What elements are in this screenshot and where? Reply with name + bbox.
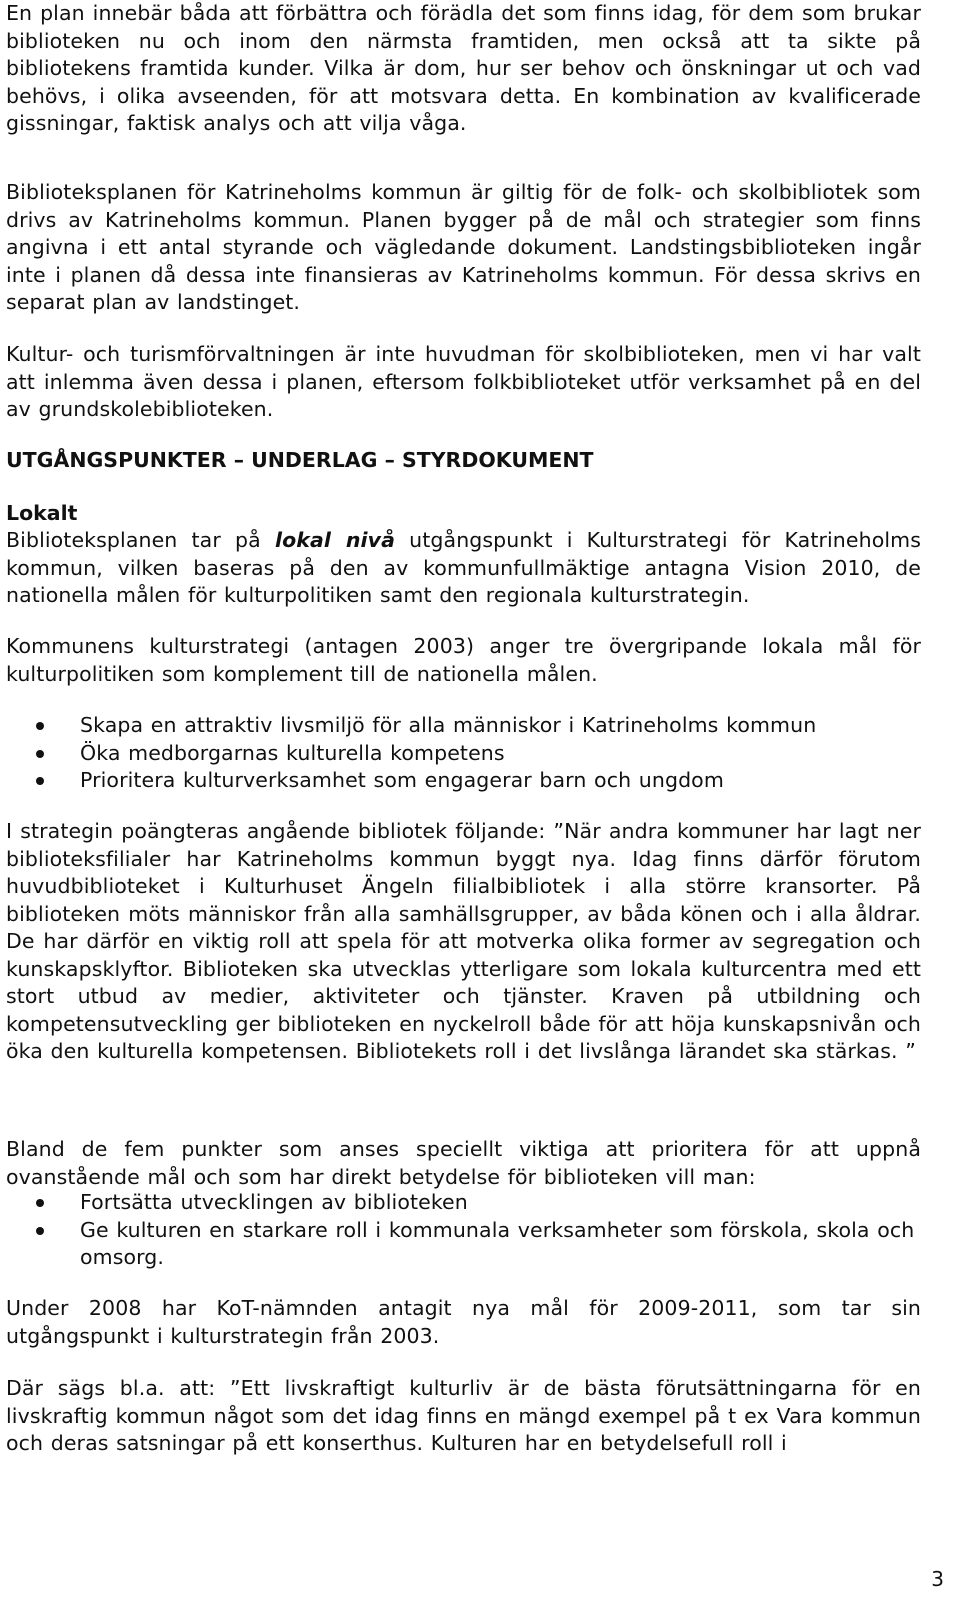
list-item: Fortsätta utvecklingen av biblioteken	[6, 1189, 921, 1217]
goals-list-block	[6, 712, 921, 795]
paragraph-scope: Biblioteksplanen för Katrineholms kommun är giltig för de folk- och skolbibliotek som drivs av Katrineholms kommun. Planen bygger på de mål och strategier som finns angivna i ett antal styrande och vägledande dokument. Landstingsbiblioteken ingår inte i planen då dessa inte finansieras av Katrineholms kommun. För dessa skrivs en separat plan av landstinget.	[6, 180, 921, 314]
paragraph-priorities-intro: Bland de fem punkter som anses speciellt viktiga att prioritera för att uppnå ovanstående mål och som har direkt betydelse för biblioteken vill man:	[6, 1137, 921, 1189]
goals-list	[6, 712, 921, 795]
quote-paragraph-block	[6, 818, 921, 1066]
list-item: Prioritera kulturverksamhet som engagerar barn och ungdom	[6, 767, 921, 795]
strategy-paragraph-block	[6, 633, 921, 688]
dar-paragraph-block	[6, 1375, 921, 1458]
paragraph-lokalt	[6, 527, 921, 610]
priorities-intro-block	[6, 1136, 921, 1191]
intro-paragraph	[6, 0, 921, 138]
list-item: Skapa en attraktiv livsmiljö för alla människor i Katrineholms kommun	[6, 712, 921, 740]
subheading-lokalt: Lokalt	[6, 501, 78, 525]
paragraph-kot-2008: Under 2008 har KoT-nämnden antagit nya mål för 2009-2011, som tar sin utgångspunkt i kulturstrategin från 2003.	[6, 1296, 921, 1348]
paragraph-dar-sags: Där sägs bl.a. att: ”Ett livskraftigt kulturliv är de bästa förutsättningarna för en livskraftig kommun något som det idag finns en mängd exempel på t ex Vara kommun och deras satsningar på ett konserthus. Kulturen har en betydelsefull roll i	[6, 1376, 921, 1455]
kot-paragraph-block	[6, 1295, 921, 1350]
list-item: Ge kulturen en starkare roll i kommunala verksamheter som förskola, skola och omsorg.	[6, 1217, 921, 1272]
paragraph-strategy: Kommunens kulturstrategi (antagen 2003) anger tre övergripande lokala mål för kulturpolitiken som komplement till de nationella målen.	[6, 634, 921, 686]
priorities-list-block	[6, 1189, 921, 1272]
list-item: Öka medborgarnas kulturella kompetens	[6, 740, 921, 768]
priorities-list	[6, 1189, 921, 1272]
page-number: 3	[931, 1567, 944, 1591]
paragraph-plan: En plan innebär båda att förbättra och förädla det som finns idag, för dem som brukar biblioteken nu och inom den närmsta framtiden, men också att ta sikte på bibliotekens framtida kunder. Vilka är dom, hur ser behov och önskningar ut och vad behövs, i olika avseenden, för att motsvara detta. En kombination av kvalificerade gissningar, faktisk analys och att vilja våga.	[6, 1, 921, 135]
paragraph-school-libraries: Kultur- och turismförvaltningen är inte huvudman för skolbiblioteken, men vi har valt att inlemma även dessa i planen, eftersom folkbiblioteket utför verksamhet på en del av grundskolebiblioteken.	[6, 342, 921, 421]
paragraph-library-quote: I strategin poängteras angående bibliotek följande: ”När andra kommuner har lagt ner biblioteksfilialer har Katrineholms kommun byggt nya. Idag finns därför förutom huvudbiblioteket i Kulturhuset Ängeln filialbibliotek i alla större kransorter. På biblioteken möts människor från alla samhällsgrupper, av båda könen och i alla åldrar. De har därför en viktig roll att spela för att motverka olika former av segregation och kunskapsklyftor. Biblioteken ska utvecklas ytterligare som lokala kulturcentra med ett stort utbud av medier, aktiviteter och tjänster. Kraven på utbildning och kompetensutveckling ger biblioteken en nyckelroll både för att höja kunskapsnivån och öka den kulturella kompetensen. Bibliotekets roll i det livslånga lärandet ska stärkas. ”	[6, 819, 921, 1063]
lokalt-paragraph-block	[6, 527, 921, 610]
scope-paragraph-block	[6, 179, 921, 317]
lokalt-text-after: utgångspunkt i Kulturstrategi för Katrineholms kommun, vilken baseras på den av kommunfullmäktige antagna Vision 2010, de nationella målen för kulturpolitiken samt den regionala kulturstrategin.	[6, 528, 921, 607]
lokalt-text-before: Biblioteksplanen tar på	[6, 528, 275, 552]
school-paragraph-block	[6, 341, 921, 424]
section-heading: UTGÅNGSPUNKTER – UNDERLAG – STYRDOKUMENT	[6, 448, 594, 472]
lokalt-emphasis: lokal nivå	[274, 528, 396, 552]
